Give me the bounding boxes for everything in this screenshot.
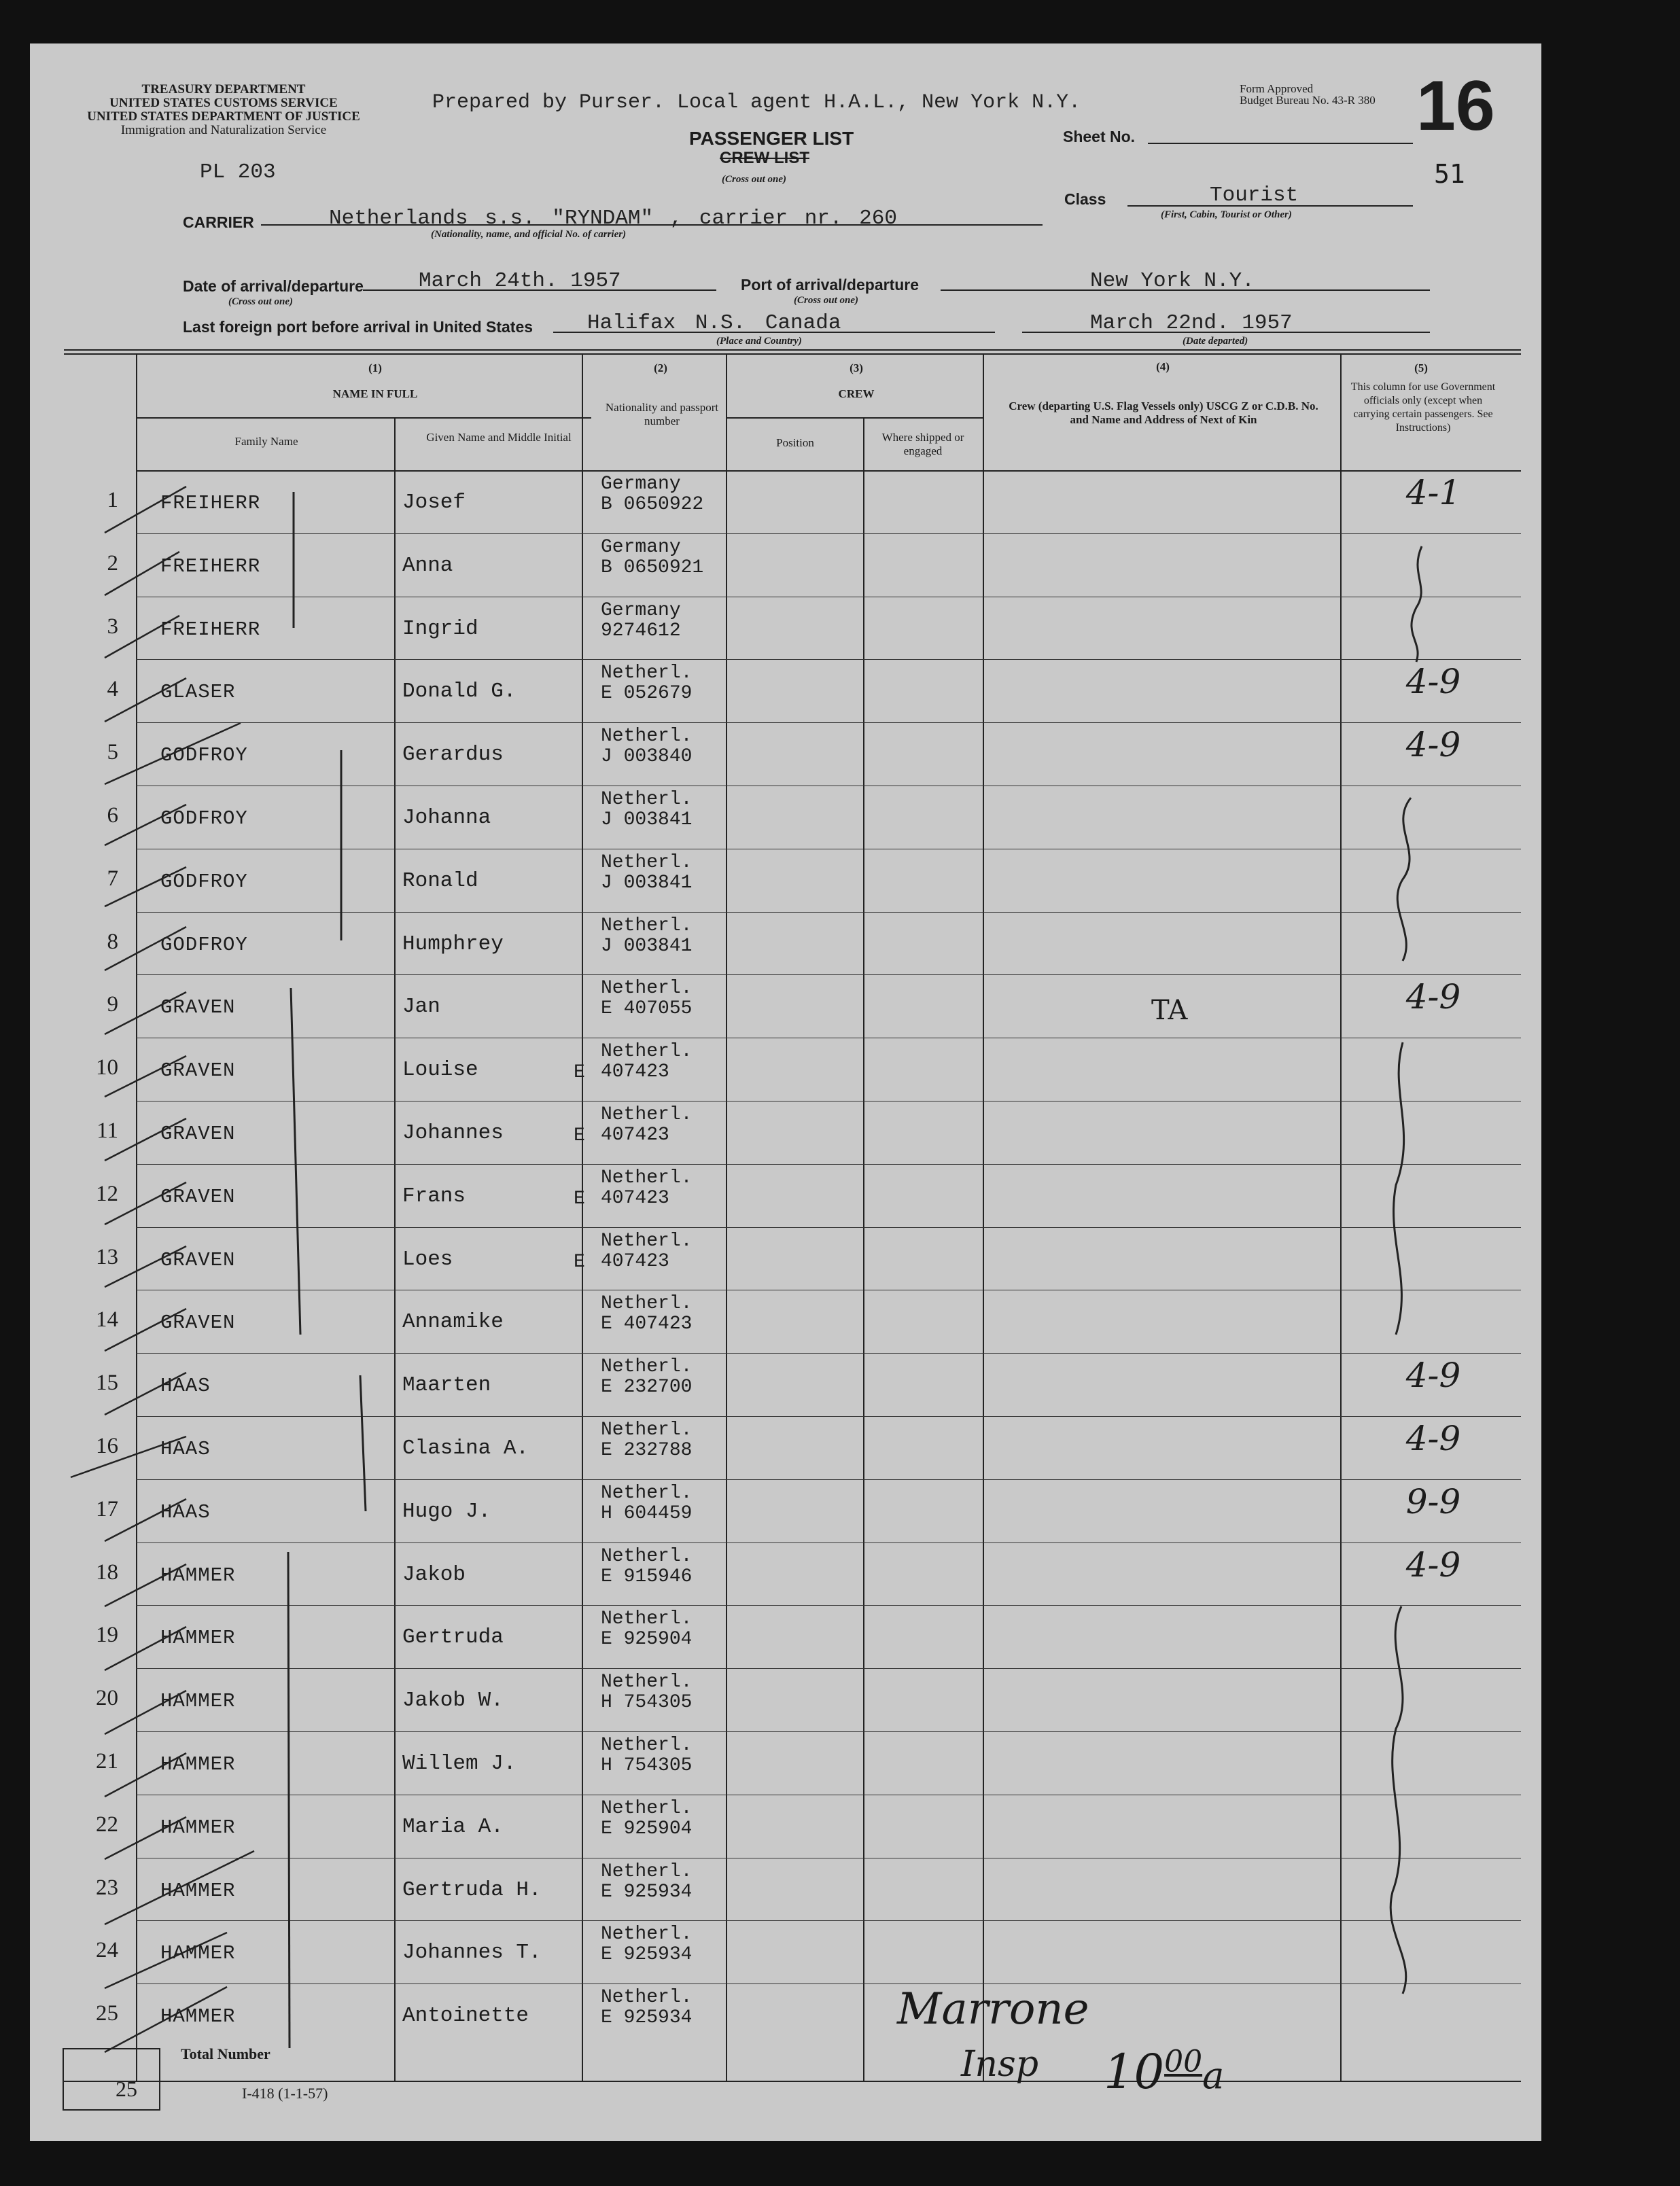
given-name: Clasina A. <box>402 1436 529 1460</box>
bracket-hammer <box>288 1552 290 2048</box>
nationality: Netherl. <box>601 1987 693 2009</box>
total-box <box>63 2048 160 2111</box>
given-name: Donald G. <box>402 680 517 704</box>
family-name: GRAVEN <box>160 1185 236 1208</box>
time-suffix: a <box>1202 2054 1225 2097</box>
official-mark: 4-9 <box>1405 662 1461 702</box>
passport-number: E 925934 <box>601 1944 693 1966</box>
family-name: HAMMER <box>160 1879 236 1902</box>
date-note: (Cross out one) <box>228 296 294 307</box>
nationality: Netherl. <box>601 1545 693 1567</box>
passport-number: E 925934 <box>601 1881 693 1903</box>
col1-title: NAME IN FULL <box>332 387 418 400</box>
time-hours: 10 <box>1104 2044 1165 2100</box>
family-name: HAMMER <box>160 1942 236 1965</box>
row-number: 13 <box>96 1244 118 1269</box>
row-number: 8 <box>107 929 118 954</box>
row-number: 11 <box>97 1118 118 1143</box>
row-number: 21 <box>96 1749 118 1774</box>
given-name: Maarten <box>402 1373 491 1398</box>
passport-number: E 925904 <box>601 1629 693 1651</box>
last-port-note: (Place and Country) <box>716 336 802 347</box>
family-name: HAAS <box>160 1438 211 1460</box>
passport-number: E 052679 <box>601 683 693 705</box>
date-value: March 24th. 1957 <box>419 269 621 293</box>
given-name: Gertruda H. <box>402 1878 542 1902</box>
official-mark: 4-9 <box>1405 1545 1461 1585</box>
family-name: HAMMER <box>160 1753 236 1776</box>
passport-prefix: E <box>574 1251 585 1273</box>
bracket-haas <box>360 1375 366 1511</box>
row-number: 20 <box>96 1686 118 1711</box>
carrier-note: (Nationality, name, and official No. of carrier) <box>431 229 627 240</box>
dept-line-3: UNITED STATES DEPARTMENT OF JUSTICE <box>87 109 360 124</box>
given-name: Louise <box>402 1058 478 1082</box>
nationality: Netherl. <box>601 1608 693 1630</box>
passport-number: B 0650922 <box>601 494 704 515</box>
nationality: Netherl. <box>601 1104 693 1125</box>
row-number: 2 <box>107 550 118 576</box>
family-name: FREIHERR <box>160 618 261 641</box>
time-mark <box>1104 2044 1224 2100</box>
family-name: GODFROY <box>160 870 248 893</box>
given-name: Jan <box>402 995 440 1019</box>
passport-number: E 407423 <box>601 1314 693 1335</box>
nationality: Netherl. <box>601 1041 693 1063</box>
pl-number: PL 203 <box>200 160 276 184</box>
passport-number: H 604459 <box>601 1502 693 1524</box>
dept-line-4: Immigration and Naturalization Service <box>120 123 327 137</box>
given-name: Anna <box>402 553 453 578</box>
passport-number: J 003840 <box>601 746 693 768</box>
col2-title: Nationality and passport number <box>605 401 719 427</box>
passport-prefix: E <box>574 1062 585 1084</box>
given-name: Antoinette <box>402 2004 529 2028</box>
given-name: Jakob <box>402 1562 466 1587</box>
family-name: HAMMER <box>160 1816 236 1839</box>
passport-prefix: E <box>574 1125 585 1146</box>
given-name: Jakob W. <box>402 1689 504 1713</box>
passport-number: E 232788 <box>601 1440 693 1461</box>
row-number: 10 <box>96 1055 118 1080</box>
row-number: 22 <box>96 1812 118 1837</box>
inspector-signature: Marrone <box>897 1984 1089 2034</box>
budget-bureau: Budget Bureau No. 43-R 380 <box>1240 94 1376 107</box>
passport-number: J 003841 <box>601 809 693 830</box>
class-note: (First, Cabin, Tourist or Other) <box>1161 209 1292 220</box>
sheet-number: 16 <box>1416 67 1495 145</box>
form-approved: Form Approved <box>1240 82 1314 95</box>
passport-number: B 0650921 <box>601 557 704 578</box>
time-minutes: 00 <box>1164 2044 1203 2079</box>
nationality: Netherl. <box>601 978 693 1000</box>
passport-number: E 915946 <box>601 1566 693 1587</box>
family-name: HAMMER <box>160 2005 236 2028</box>
passport-number: E 925934 <box>601 2007 693 2029</box>
squiggle-1 <box>1412 546 1422 662</box>
official-mark: 4-9 <box>1405 725 1461 765</box>
row-number: 18 <box>96 1559 118 1585</box>
position-header: Position <box>776 436 814 449</box>
dept-line-2: UNITED STATES CUSTOMS SERVICE <box>109 96 338 110</box>
insp-mark: Insp <box>961 2044 1039 2085</box>
date-departed-note: (Date departed) <box>1183 336 1248 347</box>
sheet-label: Sheet No. <box>1063 128 1136 145</box>
crew-list-title: CREW LIST <box>720 149 809 167</box>
given-name: Frans <box>402 1184 466 1208</box>
row-number: 17 <box>96 1496 118 1521</box>
family-name: HAMMER <box>160 1627 236 1650</box>
nationality: Netherl. <box>601 1230 693 1252</box>
passport-number: J 003841 <box>601 935 693 957</box>
nationality: Netherl. <box>601 1924 693 1945</box>
given-name: Loes <box>402 1247 453 1271</box>
row-number: 16 <box>96 1434 118 1458</box>
port-note: (Cross out one) <box>794 295 859 306</box>
ta-mark: TA <box>1151 995 1188 1026</box>
squiggle-4 <box>1390 1606 1406 1994</box>
row-number: 1 <box>107 488 118 512</box>
total-value: 25 <box>116 2077 137 2101</box>
given-name: Maria A. <box>402 1814 504 1839</box>
row-number: 5 <box>107 740 118 765</box>
family-name: GRAVEN <box>160 996 236 1019</box>
bracket-graven <box>291 988 300 1335</box>
nationality: Netherl. <box>601 851 693 873</box>
family-name: GODFROY <box>160 807 248 830</box>
cross-out-note: (Cross out one) <box>722 174 787 185</box>
nationality: Netherl. <box>601 1293 693 1315</box>
date-departed-value: March 22nd. 1957 <box>1090 311 1293 335</box>
date-label: Date of arrival/departure <box>183 277 364 295</box>
family-name: GRAVEN <box>160 1311 236 1335</box>
nationality: Netherl. <box>601 1420 693 1441</box>
nationality: Netherl. <box>601 1482 693 1504</box>
nationality: Germany <box>601 474 681 495</box>
given-name: Ingrid <box>402 616 478 641</box>
given-name: Josef <box>402 491 466 514</box>
carrier-label: CARRIER <box>183 213 254 231</box>
family-name: GRAVEN <box>160 1123 236 1145</box>
row-number: 9 <box>107 992 118 1017</box>
family-name: HAAS <box>160 1375 211 1398</box>
official-mark: 4-9 <box>1405 1419 1461 1458</box>
family-name: HAMMER <box>160 1564 236 1587</box>
passport-number: 9274612 <box>601 620 681 641</box>
passenger-list-title: PASSENGER LIST <box>689 128 854 149</box>
squiggle-3 <box>1394 1042 1404 1335</box>
given-name: Gerardus <box>402 743 504 767</box>
given-name: Humphrey <box>402 932 504 956</box>
given-name: Willem J. <box>402 1752 517 1776</box>
passport-number: E 232700 <box>601 1377 693 1398</box>
passport-number: 407423 <box>601 1125 669 1146</box>
family-name: GODFROY <box>160 933 248 956</box>
squiggle-2 <box>1397 798 1411 961</box>
family-name: GRAVEN <box>160 1059 236 1082</box>
sheet-handwritten: 51 <box>1434 159 1465 189</box>
family-name: FREIHERR <box>160 492 261 514</box>
passport-number: 407423 <box>601 1061 669 1083</box>
annotation-overlay <box>30 43 1541 2141</box>
row-number: 3 <box>107 614 118 639</box>
manifest-sheet <box>30 43 1541 2141</box>
nationality: Netherl. <box>601 1861 693 1882</box>
family-name: HAAS <box>160 1500 211 1523</box>
family-name: GLASER <box>160 681 236 704</box>
passport-prefix: E <box>574 1188 585 1210</box>
nationality: Netherl. <box>601 1672 693 1693</box>
given-name: Johannes <box>402 1121 504 1145</box>
total-label: Total Number <box>181 2045 270 2062</box>
carrier-value: Netherlands s.s. "RYNDAM" , carrier nr. 260 <box>329 207 897 230</box>
row-number: 4 <box>107 677 118 702</box>
row-number: 19 <box>96 1623 118 1648</box>
dept-line-1: TREASURY DEPARTMENT <box>141 82 306 96</box>
row-number: 7 <box>107 866 118 891</box>
passport-number: E 407055 <box>601 998 693 1020</box>
nationality: Netherl. <box>601 1167 693 1188</box>
given-name-header: Given Name and Middle Initial <box>426 431 572 444</box>
official-mark: 4-9 <box>1405 1356 1461 1396</box>
nationality: Netherl. <box>601 1735 693 1756</box>
nationality: Germany <box>601 536 681 558</box>
row-number: 24 <box>96 1938 118 1963</box>
family-name-header: Family Name <box>234 435 298 448</box>
family-name: FREIHERR <box>160 554 261 578</box>
passport-number: H 754305 <box>601 1755 693 1776</box>
col5-number: (5) <box>1414 362 1428 374</box>
given-name: Johanna <box>402 806 491 830</box>
row-number: 14 <box>96 1307 118 1333</box>
passport-number: E 925904 <box>601 1818 693 1839</box>
port-label: Port of arrival/departure <box>741 276 920 294</box>
nationality: Netherl. <box>601 789 693 810</box>
row-number: 15 <box>96 1371 118 1396</box>
nationality: Netherl. <box>601 726 693 747</box>
nationality: Netherl. <box>601 1797 693 1819</box>
official-mark: 4-9 <box>1405 977 1461 1017</box>
official-mark: 4-1 <box>1405 473 1461 512</box>
last-port-label: Last foreign port before arrival in United States <box>183 318 533 336</box>
passport-number: 407423 <box>601 1187 669 1209</box>
col1-number: (1) <box>368 362 382 374</box>
family-name: GRAVEN <box>160 1248 236 1271</box>
family-name: GODFROY <box>160 744 248 767</box>
nationality: Netherl. <box>601 1356 693 1378</box>
shipped-header: Where shipped or engaged <box>881 431 964 457</box>
given-name: Johannes T. <box>402 1941 542 1965</box>
class-label: Class <box>1064 190 1106 208</box>
col2-number: (2) <box>654 362 667 374</box>
given-name: Hugo J. <box>402 1499 491 1523</box>
class-value: Tourist <box>1210 183 1299 207</box>
col4-title: Crew (departing U.S. Flag Vessels only) USCG Z or C.D.B. No. and Name and Address of Next of Kin <box>1009 400 1318 426</box>
given-name: Ronald <box>402 868 478 893</box>
last-port-value: Halifax N.S. Canada <box>587 311 841 335</box>
row-checkmarks <box>71 487 254 2052</box>
row-number: 6 <box>107 803 118 828</box>
row-number: 12 <box>96 1181 118 1206</box>
col3-title: CREW <box>838 387 875 400</box>
prepared-by: Prepared by Purser. Local agent H.A.L., New York N.Y. <box>432 91 1081 114</box>
passport-number: H 754305 <box>601 1692 693 1714</box>
nationality: Netherl. <box>601 663 693 684</box>
nationality: Netherl. <box>601 915 693 936</box>
given-name: Gertruda <box>402 1625 504 1650</box>
col3-number: (3) <box>850 362 863 374</box>
family-name: HAMMER <box>160 1690 236 1713</box>
given-name: Annamike <box>402 1310 504 1335</box>
passport-number: 407423 <box>601 1250 669 1272</box>
col4-number: (4) <box>1156 360 1170 373</box>
port-value: New York N.Y. <box>1090 269 1255 293</box>
row-number: 23 <box>96 1875 118 1900</box>
passport-number: J 003841 <box>601 872 693 894</box>
official-mark: 9-9 <box>1405 1481 1461 1521</box>
col5-title: This column for use Government officials only (except when carrying certain passengers. See Instructions) <box>1350 381 1496 434</box>
row-number: 25 <box>96 2001 118 2026</box>
nationality: Germany <box>601 599 681 621</box>
form-number: I-418 (1-1-57) <box>242 2085 328 2102</box>
